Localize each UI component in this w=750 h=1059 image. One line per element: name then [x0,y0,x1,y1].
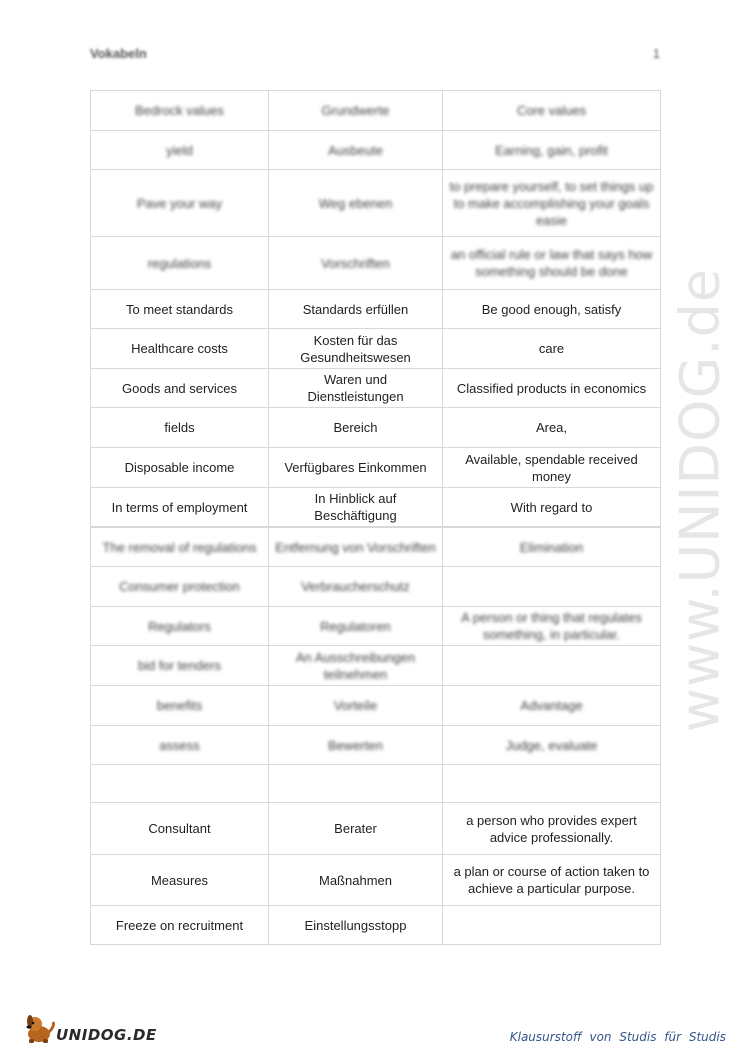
cell-term: Freeze on recruitment [91,906,269,945]
cell-definition: an official rule or law that says how something should be done [443,237,661,290]
cell-term: Goods and services [91,369,269,408]
dog-icon [22,1012,56,1046]
cell-translation: Waren und Dienstleistungen [269,369,443,408]
cell-translation: Ausbeute [269,131,443,170]
cell-translation: Vorschriften [269,237,443,290]
cell-definition: a plan or course of action taken to achieve a particular purpose. [443,855,661,906]
cell-term: fields [91,408,269,448]
cell-term: bid for tenders [91,646,269,686]
cell-definition: Classified products in economics [443,369,661,408]
cell-translation: Weg ebenen [269,170,443,237]
table-row [91,646,661,686]
cell-term: In terms of employment [91,488,269,527]
cell-definition: Elimination [443,528,661,567]
table-row [91,448,661,488]
cell-definition: Be good enough, satisfy [443,290,661,329]
cell-translation: Grundwerte [269,91,443,131]
footer-tagline: Klausurstoff von Studis für Studis [509,1030,726,1044]
cell-definition [443,567,661,607]
table-row [91,906,661,945]
table-row [91,290,661,329]
table-row [91,607,661,646]
vocab-table-visible-end [90,802,661,945]
table-row [91,803,661,855]
cell-translation: Verfügbares Einkommen [269,448,443,488]
cell-translation: Standards erfüllen [269,290,443,329]
vocab-table-blurred-bottom [90,527,661,803]
cell-translation: In Hinblick auf Beschäftigung [269,488,443,527]
cell-definition: A person or thing that regulates something, in particular. [443,607,661,646]
cell-translation: Regulatoren [269,607,443,646]
watermark [655,260,745,740]
cell-translation: An Ausschreibungen teilnehmen [269,646,443,686]
cell-translation: Bewerten [269,726,443,765]
cell-definition [443,906,661,945]
vocab-table-visible [90,289,661,527]
cell-term: Consumer protection [91,567,269,607]
cell-definition [443,765,661,803]
cell-definition: Area, [443,408,661,448]
cell-term: yield [91,131,269,170]
cell-translation [269,765,443,803]
cell-translation: Vorteile [269,686,443,726]
table-row [91,855,661,906]
cell-definition: care [443,329,661,369]
cell-definition: Earning, gain, profit [443,131,661,170]
cell-term [91,765,269,803]
cell-term: Disposable income [91,448,269,488]
cell-translation: Maßnahmen [269,855,443,906]
unidog-logo [22,1012,162,1048]
cell-translation: Einstellungsstopp [269,906,443,945]
table-row [91,686,661,726]
table-row [91,567,661,607]
cell-term: benefits [91,686,269,726]
table-row [91,131,661,170]
page-number: 1 [652,46,660,61]
cell-translation: Entfernung von Vorschriften [269,528,443,567]
cell-term: To meet standards [91,290,269,329]
cell-definition: Core values [443,91,661,131]
cell-term: Measures [91,855,269,906]
cell-translation: Berater [269,803,443,855]
cell-translation: Bereich [269,408,443,448]
table-row [91,91,661,131]
cell-definition: Advantage [443,686,661,726]
table-row [91,237,661,290]
logo-text: UNIDOG.DE [56,1026,157,1044]
watermark-text: www.UNIDOG.de [668,267,732,733]
cell-definition: Available, spendable received money [443,448,661,488]
cell-definition: Judge, evaluate [443,726,661,765]
cell-term: Regulators [91,607,269,646]
table-row [91,488,661,527]
document-title: Vokabeln [90,46,147,61]
vocab-table-blurred-top [90,90,661,290]
cell-term: Healthcare costs [91,329,269,369]
cell-translation: Verbraucherschutz [269,567,443,607]
cell-translation: Kosten für das Gesundheitswesen [269,329,443,369]
table-row [91,170,661,237]
table-row [91,726,661,765]
cell-definition: to prepare yourself, to set things up to make accomplishing your goals easie [443,170,661,237]
table-row [91,329,661,369]
cell-definition [443,646,661,686]
table-row [91,528,661,567]
cell-term: regulations [91,237,269,290]
cell-definition: a person who provides expert advice professionally. [443,803,661,855]
table-row [91,369,661,408]
table-row [91,765,661,803]
cell-term: The removal of regulations [91,528,269,567]
cell-term: Bedrock values [91,91,269,131]
cell-term: Consultant [91,803,269,855]
page-header [90,46,660,66]
table-row [91,408,661,448]
cell-term: assess [91,726,269,765]
cell-term: Pave your way [91,170,269,237]
cell-definition: With regard to [443,488,661,527]
